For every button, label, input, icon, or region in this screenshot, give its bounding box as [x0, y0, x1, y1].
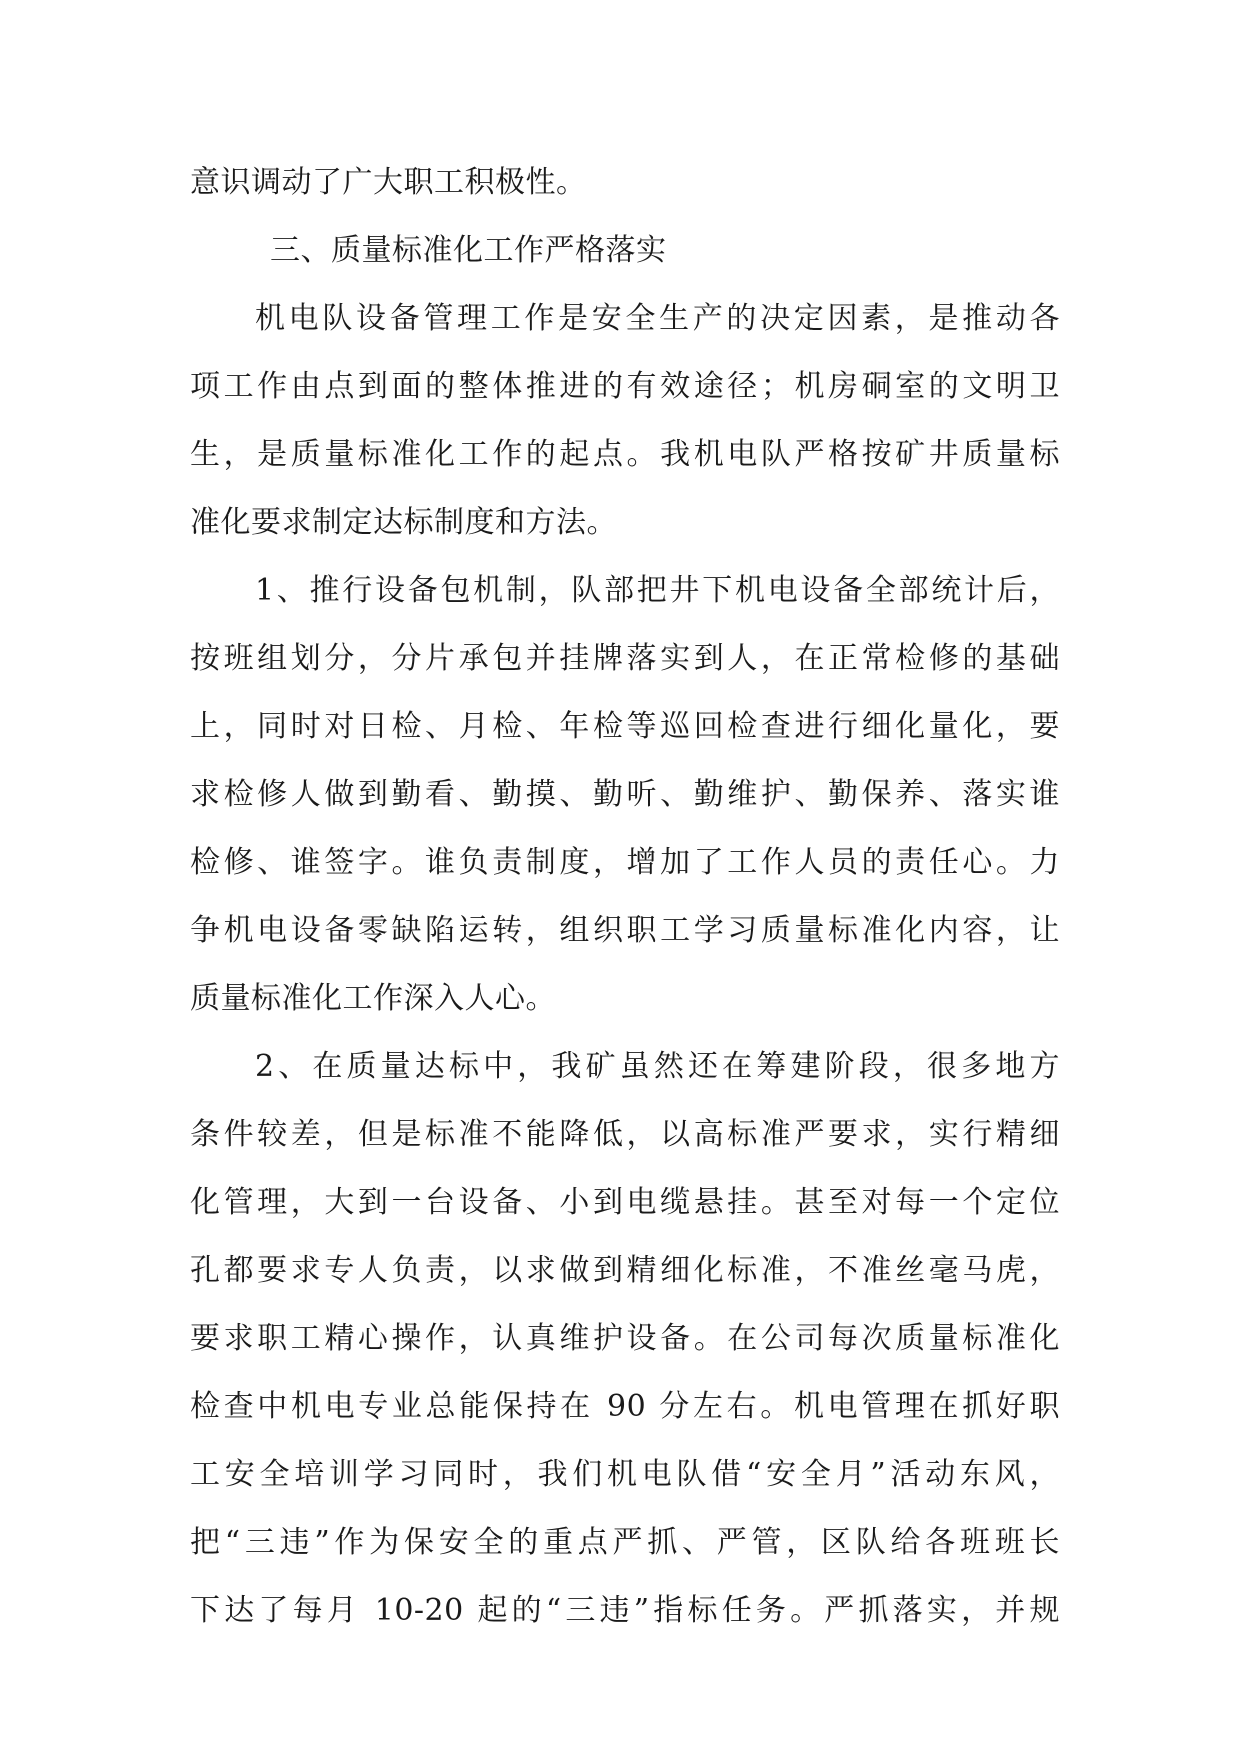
- text-line-10: 求检修人做到勤看、勤摸、勤听、勤维护、勤保养、落实谁: [190, 777, 1060, 812]
- text-line-1: 意识调动了广大职工积极性。: [190, 165, 587, 200]
- text-line-16: 化管理，大到一台设备、小到电缆悬挂。甚至对每一个定位: [190, 1185, 1060, 1220]
- text-line-3: 机电队设备管理工作是安全生产的决定因素，是推动各: [255, 301, 1060, 336]
- text-line-9: 上，同时对日检、月检、年检等巡回检查进行细化量化，要: [190, 709, 1060, 744]
- section-heading: 三、质量标准化工作严格落实: [270, 233, 667, 268]
- text-line-6: 准化要求制定达标制度和方法。: [190, 505, 617, 540]
- text-line-19: 检查中机电专业总能保持在 90 分左右。机电管理在抓好职: [190, 1389, 1060, 1424]
- text-line-15: 条件较差，但是标准不能降低，以高标准严要求，实行精细: [190, 1117, 1060, 1152]
- text-line-14: 2、在质量达标中，我矿虽然还在筹建阶段，很多地方: [255, 1049, 1060, 1084]
- text-line-7: 1、推行设备包机制，队部把井下机电设备全部统计后，: [255, 573, 1060, 608]
- text-line-21: 把“三违”作为保安全的重点严抓、严管，区队给各班班长: [190, 1525, 1060, 1560]
- text-line-22: 下达了每月 10-20 起的“三违”指标任务。严抓落实，并规: [190, 1593, 1060, 1628]
- text-line-20: 工安全培训学习同时，我们机电队借“安全月”活动东风，: [190, 1457, 1060, 1492]
- text-line-18: 要求职工精心操作，认真维护设备。在公司每次质量标准化: [190, 1321, 1060, 1356]
- text-line-8: 按班组划分，分片承包并挂牌落实到人，在正常检修的基础: [190, 641, 1060, 676]
- text-line-13: 质量标准化工作深入人心。: [190, 981, 556, 1016]
- text-line-5: 生，是质量标准化工作的起点。我机电队严格按矿井质量标: [190, 437, 1060, 472]
- text-line-17: 孔都要求专人负责，以求做到精细化标准，不准丝毫马虎，: [190, 1253, 1060, 1288]
- text-line-4: 项工作由点到面的整体推进的有效途径；机房硐室的文明卫: [190, 369, 1060, 404]
- text-line-11: 检修、谁签字。谁负责制度，增加了工作人员的责任心。力: [190, 845, 1060, 880]
- text-line-12: 争机电设备零缺陷运转，组织职工学习质量标准化内容，让: [190, 913, 1060, 948]
